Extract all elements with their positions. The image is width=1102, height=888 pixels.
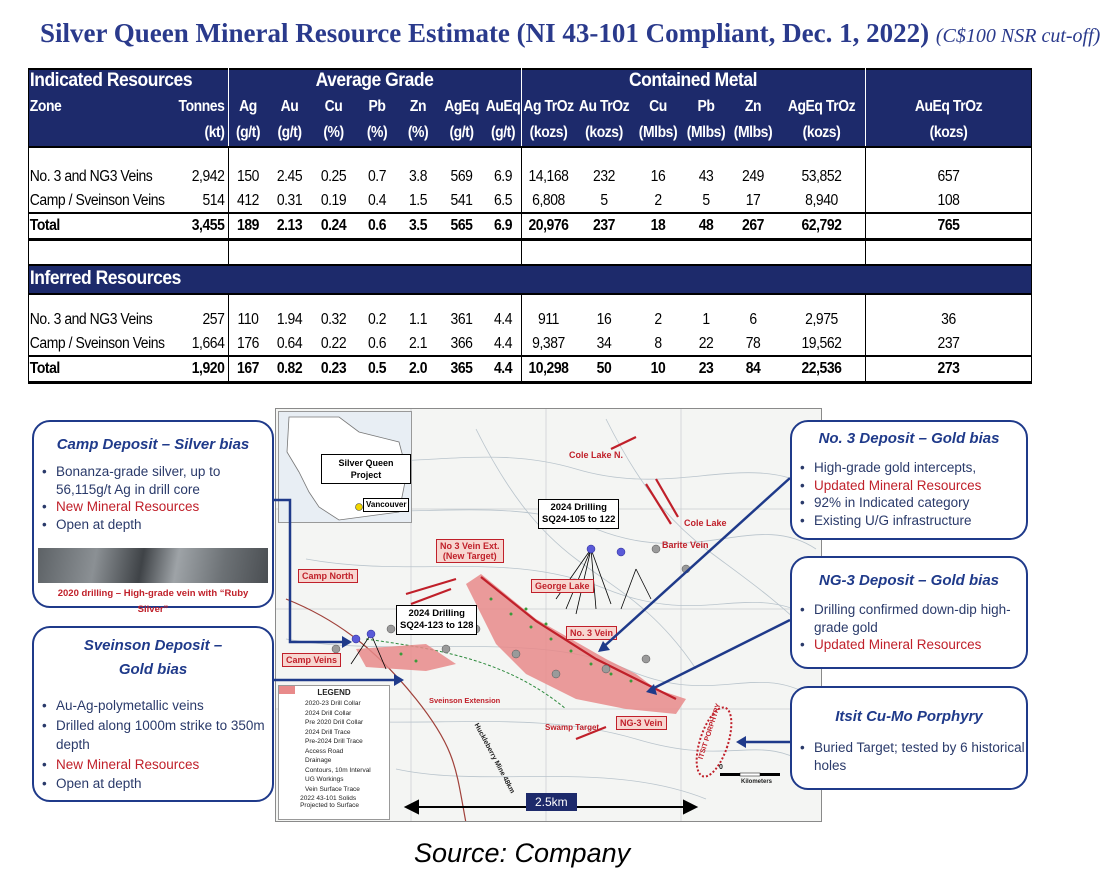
- table-cell: 541: [450, 192, 473, 209]
- map-label-itsit: ITSIT PORPHYRY: [697, 702, 723, 761]
- table-cell: AuEq: [485, 98, 521, 115]
- table-cell: No. 3 and NG3 Veins: [29, 168, 153, 185]
- map-label-road: Huckleberry Mine 48km: [472, 722, 516, 795]
- table-cell: (%): [407, 124, 429, 141]
- table-cell: 150: [237, 168, 259, 185]
- contained-metal-title: Contained Metal: [628, 70, 758, 91]
- table-cell: 62,792: [801, 217, 842, 234]
- table-cell: Cu: [649, 98, 667, 115]
- map-label-no3-ext: No 3 Vein Ext. (New Target): [436, 539, 504, 563]
- legend-label: 2020-23 Drill Collar: [305, 700, 361, 708]
- table-cell: 237: [937, 335, 960, 352]
- table-cell: 514: [202, 192, 225, 209]
- callout-no3-title: No. 3 Deposit – Gold bias: [818, 430, 1000, 447]
- table-cell: 19,562: [801, 335, 842, 352]
- table-cell: 3.8: [408, 168, 428, 185]
- table-cell: 0.22: [320, 335, 347, 352]
- table-cell: Camp / Sveinson Veins: [29, 335, 165, 352]
- table-cell: Cu: [324, 98, 343, 115]
- table-cell: 17: [745, 192, 761, 209]
- table-cell: (kt): [204, 124, 225, 141]
- callout-bullet: • Bonanza-grade silver, up to 56,115g/t Ag in drill core: [56, 463, 272, 498]
- legend-label: 2022 43-101 Solids Projected to Surface: [300, 795, 359, 809]
- table-cell: 569: [450, 168, 473, 185]
- map-label-swamp-target: Swamp Target: [545, 723, 600, 732]
- map-km-zero: 0: [719, 764, 723, 771]
- table-cell: (%): [366, 124, 388, 141]
- table-cell: 2,975: [805, 311, 838, 328]
- table-cell: 232: [593, 168, 615, 185]
- map-label-no3-vein: No. 3 Vein: [566, 626, 617, 640]
- table-cell: 6,808: [532, 192, 565, 209]
- callout-bullet: • Updated Mineral Resources: [814, 636, 1026, 654]
- callout-bullet: • Buried Target; tested by 6 historical holes: [814, 739, 1026, 774]
- table-cell: 2.0: [408, 360, 428, 377]
- table-cell: Pb: [697, 98, 715, 115]
- table-cell: Total: [29, 217, 60, 234]
- table-cell: 765: [937, 217, 960, 234]
- table-cell: 16: [650, 168, 666, 185]
- legend-label: 2024 Drill Collar: [305, 709, 352, 717]
- table-cell: 565: [450, 217, 473, 234]
- table-cell: 78: [745, 335, 761, 352]
- scale-label: 2.5km: [526, 793, 577, 811]
- table-cell: 0.2: [367, 311, 387, 328]
- table-cell: 365: [450, 360, 473, 377]
- callout-bullet: • High-grade gold intercepts,: [814, 459, 1026, 477]
- table-cell: Camp / Sveinson Veins: [29, 192, 165, 209]
- table-cell: 2,942: [191, 168, 225, 185]
- table-cell: 0.6: [367, 217, 387, 234]
- table-cell: 176: [237, 335, 259, 352]
- table-cell: 0.64: [276, 335, 303, 352]
- table-cell: (g/t): [277, 124, 302, 141]
- table-cell: (kozs): [802, 124, 841, 141]
- table-cell: Ag TrOz: [523, 98, 574, 115]
- table-cell: 2.13: [276, 217, 303, 234]
- table-cell: 0.82: [276, 360, 303, 377]
- callout-camp-title: Camp Deposit – Silver bias: [56, 436, 250, 453]
- table-cell: 50: [596, 360, 612, 377]
- callout-bullet: • Au-Ag-polymetallic veins: [56, 696, 272, 716]
- table-cell: (g/t): [449, 124, 474, 141]
- callout-ng3-title: NG-3 Deposit – Gold bias: [818, 572, 1000, 589]
- photo-caption: 2020 drilling – High-grade vein with “Ruby Silver”: [42, 586, 264, 602]
- table-cell: 1,664: [191, 335, 225, 352]
- table-cell: 1: [702, 311, 710, 328]
- table-cell: 0.5: [367, 360, 387, 377]
- table-cell: 0.31: [276, 192, 303, 209]
- table-cell: 8,940: [805, 192, 838, 209]
- table-cell: 0.32: [320, 311, 347, 328]
- table-cell: 1,920: [191, 360, 225, 377]
- table-cell: (kozs): [929, 124, 968, 141]
- table-cell: Total: [29, 360, 60, 377]
- table-cell: 5: [600, 192, 608, 209]
- title-main: Silver Queen Mineral Resource Estimate (NI 43-101 Compliant, Dec. 1, 2022): [40, 18, 930, 48]
- table-cell: 22: [698, 335, 714, 352]
- legend-label: Drainage: [305, 757, 332, 765]
- table-cell: 4.4: [493, 360, 513, 377]
- map-label-cole-lake-n: Cole Lake N.: [569, 450, 624, 460]
- inset-city-label: Vancouver: [363, 498, 409, 512]
- table-cell: 20,976: [528, 217, 569, 234]
- table-cell: 657: [937, 168, 960, 185]
- callout-bullet: • New Mineral Resources: [56, 755, 272, 775]
- table-cell: (kozs): [529, 124, 568, 141]
- indicated-title: Indicated Resources: [29, 70, 193, 91]
- map-label-ng3-vein: NG-3 Vein: [616, 716, 667, 730]
- table-cell: 0.6: [367, 335, 387, 352]
- table-cell: (g/t): [490, 124, 516, 141]
- table-cell: 2.1: [408, 335, 428, 352]
- table-cell: 2: [654, 192, 662, 209]
- inferred-title: Inferred Resources: [29, 268, 181, 289]
- table-cell: 5: [702, 192, 710, 209]
- map-label-camp-north: Camp North: [298, 569, 358, 583]
- table-cell: (kozs): [585, 124, 623, 141]
- table-cell: 108: [937, 192, 960, 209]
- table-cell: No. 3 and NG3 Veins: [29, 311, 153, 328]
- table-cell: 0.25: [320, 168, 347, 185]
- table-cell: 3,455: [191, 217, 225, 234]
- callout-bullet: • Open at depth: [56, 516, 272, 534]
- table-cell: Zn: [744, 98, 762, 115]
- table-cell: 110: [237, 311, 259, 328]
- legend-title: LEGEND: [317, 688, 351, 697]
- table-cell: 237: [593, 217, 615, 234]
- map-label-barite-vein: Barite Vein: [662, 540, 709, 550]
- table-cell: 36: [941, 311, 956, 328]
- table-cell: 10,298: [528, 360, 569, 377]
- legend-label: Pre 2020 Drill Collar: [305, 719, 364, 727]
- callout-bullet: • New Mineral Resources: [56, 498, 272, 516]
- table-cell: 53,852: [801, 168, 842, 185]
- table-cell: AuEq TrOz: [914, 98, 983, 115]
- table-cell: 0.7: [367, 168, 387, 185]
- source-note: Source: Company: [414, 838, 631, 868]
- legend-label: UG Workings: [305, 776, 344, 784]
- table-cell: 84: [745, 360, 761, 377]
- table-cell: 0.4: [367, 192, 387, 209]
- legend-label: Access Road: [305, 747, 344, 755]
- legend-label: Vein Surface Trace: [305, 785, 360, 793]
- table-cell: 14,168: [528, 168, 569, 185]
- callout-sveinson-title: Sveinson Deposit – Gold bias: [83, 637, 223, 678]
- table-cell: 23: [698, 360, 714, 377]
- map-label-camp-veins: Camp Veins: [282, 653, 341, 667]
- table-cell: 2.45: [276, 168, 303, 185]
- table-cell: 6.5: [493, 192, 513, 209]
- table-cell: 10: [650, 360, 666, 377]
- table-cell: (Mlbs): [733, 124, 773, 141]
- table-cell: 6.9: [493, 168, 513, 185]
- callout-bullet: • Updated Mineral Resources: [814, 477, 1026, 495]
- table-cell: (g/t): [235, 124, 261, 141]
- callout-bullet: • Existing U/G infrastructure: [814, 512, 1026, 530]
- table-cell: 2: [654, 311, 662, 328]
- table-cell: 361: [450, 311, 473, 328]
- legend-label: Contours, 10m Interval: [305, 766, 371, 774]
- table-cell: 273: [937, 360, 960, 377]
- table-cell: 48: [698, 217, 714, 234]
- legend-label: Pre-2024 Drill Trace: [305, 738, 363, 746]
- map-label-cole-lake: Cole Lake: [684, 518, 727, 528]
- callout-bullet: • Drilled along 1000m strike to 350m depth: [56, 716, 272, 755]
- title-subtitle: (C$100 NSR cut-off): [935, 25, 1101, 47]
- table-cell: (%): [323, 124, 344, 141]
- callout-bullet: • Drilling confirmed down-dip high-grade gold: [814, 601, 1026, 636]
- callout-itsit-title: Itsit Cu-Mo Porphyry: [835, 708, 983, 725]
- table-cell: 9,387: [532, 335, 565, 352]
- table-cell: 4.4: [493, 311, 513, 328]
- inset-project-label: Silver Queen Project: [321, 454, 411, 484]
- table-cell: 0.24: [320, 217, 347, 234]
- table-cell: 1.1: [408, 311, 428, 328]
- table-cell: AgEq TrOz: [787, 98, 856, 115]
- drill-2024-box-b: 2024 Drilling SQ24-123 to 128: [396, 605, 477, 635]
- table-cell: 6.9: [493, 217, 513, 234]
- table-cell: (Mlbs): [686, 124, 726, 141]
- table-cell: 4.4: [493, 335, 513, 352]
- drill-2024-box-a: 2024 Drilling SQ24-105 to 122: [538, 499, 619, 529]
- table-cell: Au TrOz: [578, 98, 630, 115]
- table-cell: 267: [742, 217, 764, 234]
- table-cell: Tonnes: [178, 98, 225, 115]
- table-cell: 167: [237, 360, 259, 377]
- table-cell: (Mlbs): [638, 124, 678, 141]
- map-label-sveinson-ext: Sveinson Extension: [429, 696, 501, 705]
- callout-bullet: • 92% in Indicated category: [814, 494, 1026, 512]
- table-cell: Ag: [239, 98, 257, 115]
- table-cell: 257: [202, 311, 225, 328]
- table-cell: AgEq: [444, 98, 479, 115]
- table-cell: Zone: [29, 98, 62, 115]
- table-cell: 6: [749, 311, 757, 328]
- table-cell: 0.23: [320, 360, 347, 377]
- table-cell: 43: [698, 168, 714, 185]
- table-cell: Au: [280, 98, 299, 115]
- table-cell: 1.94: [276, 311, 303, 328]
- table-cell: 3.5: [408, 217, 428, 234]
- legend-label: 2024 Drill Trace: [305, 728, 351, 736]
- table-cell: 911: [538, 311, 559, 328]
- table-cell: 8: [654, 335, 662, 352]
- map-label-george-lake: George Lake: [531, 579, 594, 593]
- table-cell: Zn: [409, 98, 427, 115]
- table-cell: Pb: [368, 98, 386, 115]
- table-cell: 18: [650, 217, 666, 234]
- table-cell: 34: [596, 335, 612, 352]
- table-cell: 16: [596, 311, 612, 328]
- table-cell: 22,536: [801, 360, 842, 377]
- table-cell: 0.19: [320, 192, 347, 209]
- table-cell: 1.5: [408, 192, 428, 209]
- table-cell: 412: [237, 192, 259, 209]
- table-cell: 249: [742, 168, 764, 185]
- callout-bullet: • Open at depth: [56, 774, 272, 794]
- map-km-unit: Kilometers: [741, 779, 773, 785]
- table-cell: 189: [237, 217, 259, 234]
- average-grade-title: Average Grade: [315, 70, 434, 91]
- table-cell: 366: [450, 335, 473, 352]
